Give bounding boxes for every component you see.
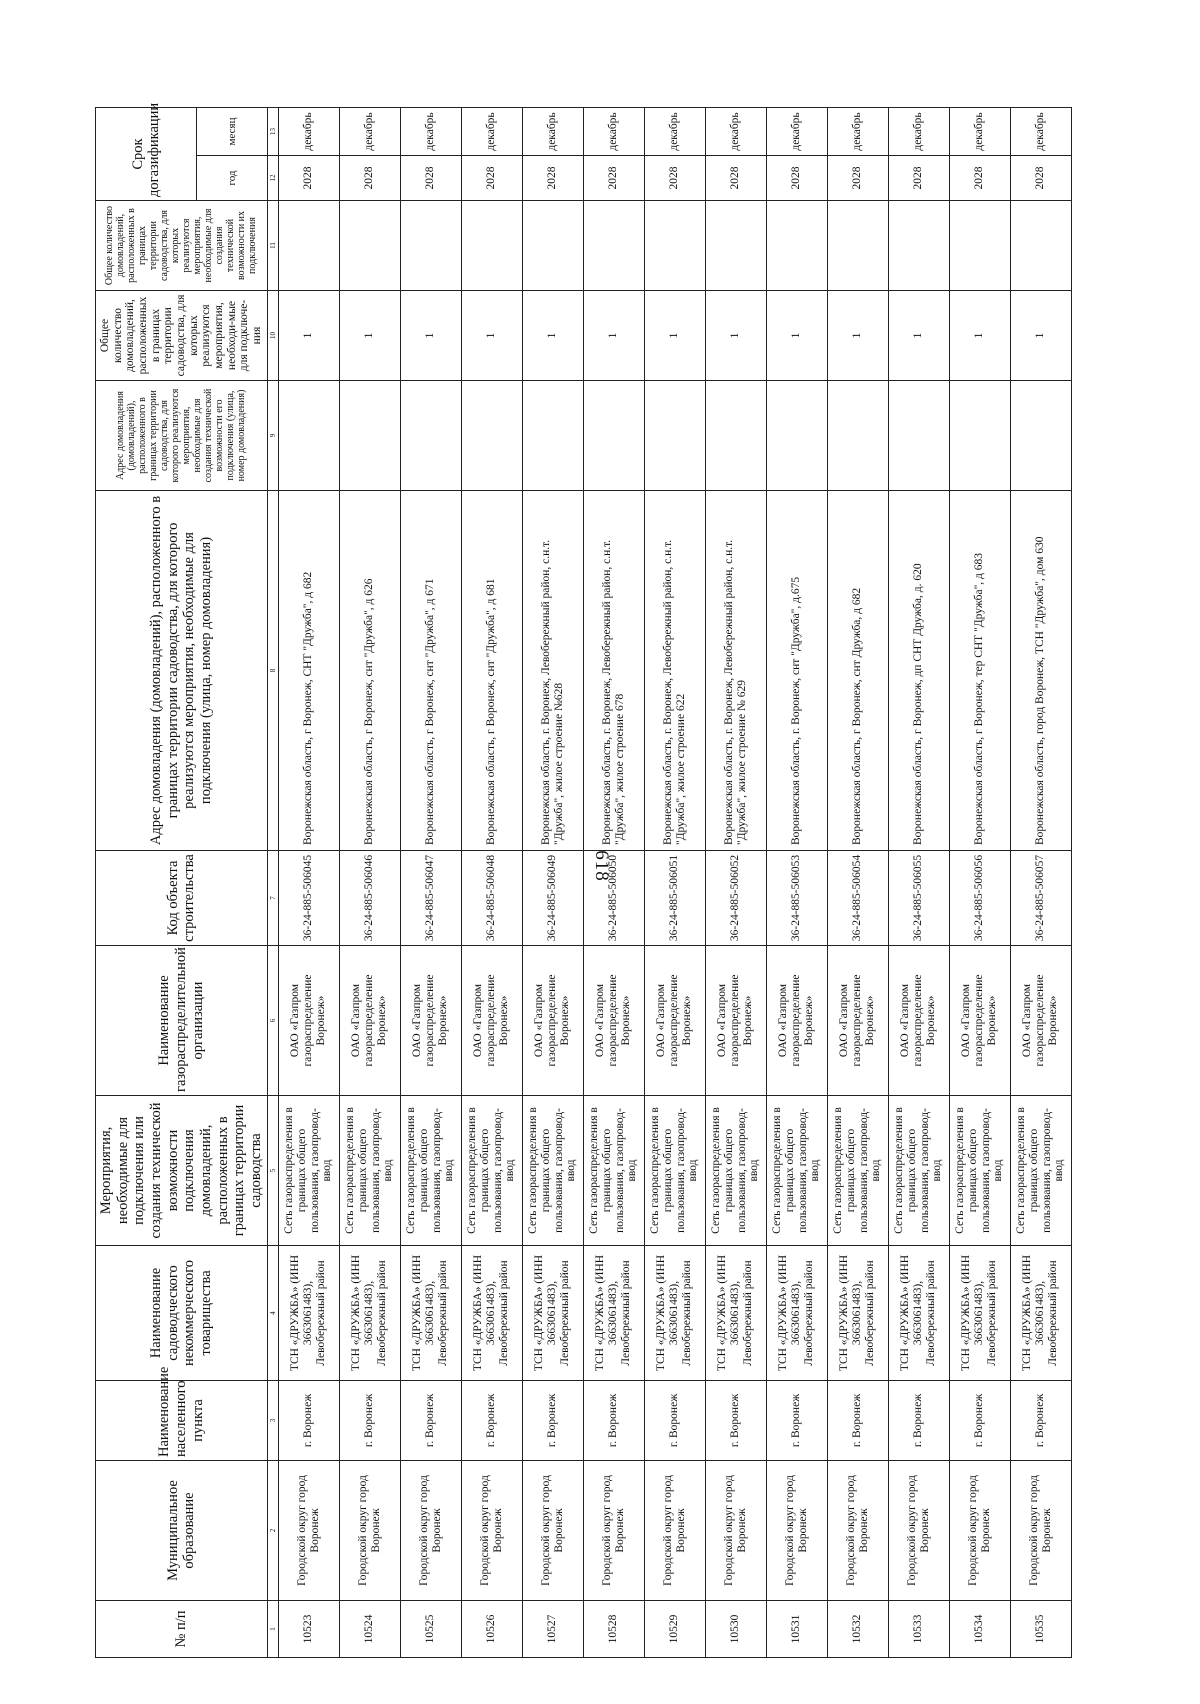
row-count-tech <box>888 201 949 291</box>
row-municipality: Городской округ город Воронеж <box>827 1461 888 1601</box>
row-snt-name: ТСН «ДРУЖБА» (ИНН 3663061483), Левобережный район <box>339 1246 400 1381</box>
row-snt-name: ТСН «ДРУЖБА» (ИНН 3663061483), Левобережный район <box>949 1246 1010 1381</box>
header-events: Мероприятия, необходимые для подключения или создания технической возможности подключения домовладений, расположенных в границах территории садоводства <box>96 1096 268 1246</box>
row-event: Сеть газораспределения в границах общего пользования, газопровод-ввод <box>949 1096 1010 1246</box>
row-event: Сеть газораспределения в границах общего пользования, газопровод-ввод <box>705 1096 766 1246</box>
row-address-tech <box>888 381 949 491</box>
row-month: декабрь <box>949 107 1010 155</box>
row-municipality: Городской округ город Воронеж <box>522 1461 583 1601</box>
row-gas-org: ОАО «Газпром газораспределение Воронеж» <box>339 946 400 1096</box>
column-number: 13 <box>267 107 278 155</box>
row-year: 2028 <box>400 156 461 201</box>
table-row <box>278 107 339 1657</box>
row-number: 10535 <box>1010 1601 1071 1658</box>
row-address: Воронежская область, г Воронеж, снт Дружба, д 682 <box>827 491 888 851</box>
row-municipality: Городской округ город Воронеж <box>1010 1461 1071 1601</box>
row-snt-name: ТСН «ДРУЖБА» (ИНН 3663061483), Левобережный район <box>583 1246 644 1381</box>
table-body <box>278 107 1071 1657</box>
row-count-connect: 1 <box>644 291 705 381</box>
row-year: 2028 <box>949 156 1010 201</box>
table-row <box>888 107 949 1657</box>
row-object-code: 36-24-885-506046 <box>339 851 400 946</box>
row-settlement: г. Воронеж <box>339 1381 400 1461</box>
row-address: Воронежская область, г. Воронеж, Левобережный район, с.н.т. "Дружба", жилое строение № 629 <box>705 491 766 851</box>
header-snt-name: Наименование садоводческого некоммерческого товарищества <box>96 1246 268 1381</box>
row-address-tech <box>949 381 1010 491</box>
row-count-connect: 1 <box>339 291 400 381</box>
row-event: Сеть газораспределения в границах общего пользования, газопровод-ввод <box>1010 1096 1071 1246</box>
row-gas-org: ОАО «Газпром газораспределение Воронеж» <box>766 946 827 1096</box>
column-number: 5 <box>267 1096 278 1246</box>
column-number: 9 <box>267 381 278 491</box>
rotated-table-container <box>95 102 1115 1658</box>
row-year: 2028 <box>278 156 339 201</box>
header-municipality: Муниципальное образование <box>96 1461 268 1601</box>
row-gas-org: ОАО «Газпром газораспределение Воронеж» <box>400 946 461 1096</box>
table-row <box>339 107 400 1657</box>
column-number: 11 <box>267 201 278 291</box>
row-settlement: г. Воронеж <box>522 1381 583 1461</box>
column-number: 6 <box>267 946 278 1096</box>
row-address-tech <box>583 381 644 491</box>
row-object-code: 36-24-885-506051 <box>644 851 705 946</box>
header-count-tech: Общее количество домовладений, расположенных в границах территории садоводства, для которых реализуются мероприятия, необходимые для создания технической возможности их подключения <box>96 201 268 291</box>
row-count-tech <box>400 201 461 291</box>
row-year: 2028 <box>766 156 827 201</box>
header-object-code: Код объекта строительства <box>96 851 268 946</box>
row-gas-org: ОАО «Газпром газораспределение Воронеж» <box>644 946 705 1096</box>
row-number: 10523 <box>278 1601 339 1658</box>
row-gas-org: ОАО «Газпром газораспределение Воронеж» <box>583 946 644 1096</box>
row-count-connect: 1 <box>766 291 827 381</box>
row-address-tech <box>644 381 705 491</box>
row-object-code: 36-24-885-506052 <box>705 851 766 946</box>
row-object-code: 36-24-885-506053 <box>766 851 827 946</box>
row-address: Воронежская область, г. Воронеж, снт "Дружба", д.675 <box>766 491 827 851</box>
row-snt-name: ТСН «ДРУЖБА» (ИНН 3663061483), Левобережный район <box>888 1246 949 1381</box>
table-row <box>827 107 888 1657</box>
gasification-table <box>95 102 1072 1658</box>
row-address-tech <box>339 381 400 491</box>
row-month: декабрь <box>888 107 949 155</box>
row-count-connect: 1 <box>522 291 583 381</box>
row-month: декабрь <box>339 107 400 155</box>
row-object-code: 36-24-885-506056 <box>949 851 1010 946</box>
row-event: Сеть газораспределения в границах общего пользования, газопровод-ввод <box>461 1096 522 1246</box>
row-count-tech <box>1010 201 1071 291</box>
column-number: 3 <box>267 1381 278 1461</box>
row-address-tech <box>766 381 827 491</box>
row-month: декабрь <box>583 107 644 155</box>
row-object-code: 36-24-885-506055 <box>888 851 949 946</box>
row-municipality: Городской округ город Воронеж <box>400 1461 461 1601</box>
header-row <box>96 107 197 1657</box>
row-year: 2028 <box>522 156 583 201</box>
row-snt-name: ТСН «ДРУЖБА» (ИНН 3663061483), Левобережный район <box>1010 1246 1071 1381</box>
row-count-connect: 1 <box>278 291 339 381</box>
row-year: 2028 <box>644 156 705 201</box>
row-municipality: Городской округ город Воронеж <box>583 1461 644 1601</box>
row-settlement: г. Воронеж <box>888 1381 949 1461</box>
row-address-tech <box>705 381 766 491</box>
header-month: месяц <box>197 107 267 155</box>
row-number: 10526 <box>461 1601 522 1658</box>
row-snt-name: ТСН «ДРУЖБА» (ИНН 3663061483), Левобережный район <box>461 1246 522 1381</box>
row-month: декабрь <box>400 107 461 155</box>
row-gas-org: ОАО «Газпром газораспределение Воронеж» <box>827 946 888 1096</box>
row-count-connect: 1 <box>949 291 1010 381</box>
header-year: год <box>197 156 267 201</box>
row-address: Воронежская область, г. Воронеж, Левобережный район, с.н.т. "Дружба", жилое строение 622 <box>644 491 705 851</box>
row-object-code: 36-24-885-506045 <box>278 851 339 946</box>
row-settlement: г. Воронеж <box>400 1381 461 1461</box>
row-count-connect: 1 <box>827 291 888 381</box>
table-row <box>949 107 1010 1657</box>
header-address-tech: Адрес домовладения (домовладений), расположенного в границах территории садоводства, для которого реализуются мероприятия, необходимые для создания технической возможности его подключения (улица, номер домовладения) <box>96 381 268 491</box>
row-count-tech <box>644 201 705 291</box>
row-object-code: 36-24-885-506050 <box>583 851 644 946</box>
table-row <box>583 107 644 1657</box>
row-address-tech <box>827 381 888 491</box>
table-row <box>522 107 583 1657</box>
row-count-tech <box>766 201 827 291</box>
row-address: Воронежская область, г Воронеж, снт "Дружба", д 626 <box>339 491 400 851</box>
row-event: Сеть газораспределения в границах общего пользования, газопровод-ввод <box>278 1096 339 1246</box>
row-month: декабрь <box>461 107 522 155</box>
row-event: Сеть газораспределения в границах общего пользования, газопровод-ввод <box>339 1096 400 1246</box>
column-number: 8 <box>267 491 278 851</box>
header-address: Адрес домовладения (домовладений), расположенного в границах территории садоводства, для которого реализуются мероприятия, необходимые для подключения (улица, номер домовладения) <box>96 491 268 851</box>
row-object-code: 36-24-885-506049 <box>522 851 583 946</box>
column-number: 4 <box>267 1246 278 1381</box>
header-num: № п/п <box>96 1601 268 1658</box>
row-number: 10524 <box>339 1601 400 1658</box>
row-municipality: Городской округ город Воронеж <box>278 1461 339 1601</box>
row-municipality: Городской округ город Воронеж <box>888 1461 949 1601</box>
row-number: 10527 <box>522 1601 583 1658</box>
header-gas-org: Наименование газораспределительной организации <box>96 946 268 1096</box>
row-gas-org: ОАО «Газпром газораспределение Воронеж» <box>949 946 1010 1096</box>
row-number: 10532 <box>827 1601 888 1658</box>
table-row <box>1010 107 1071 1657</box>
column-number: 2 <box>267 1461 278 1601</box>
row-number: 10531 <box>766 1601 827 1658</box>
row-gas-org: ОАО «Газпром газораспределение Воронеж» <box>522 946 583 1096</box>
row-snt-name: ТСН «ДРУЖБА» (ИНН 3663061483), Левобережный район <box>827 1246 888 1381</box>
row-address: Воронежская область, г Воронеж, дп СНТ Дружба, д. 620 <box>888 491 949 851</box>
row-settlement: г. Воронеж <box>1010 1381 1071 1461</box>
row-snt-name: ТСН «ДРУЖБА» (ИНН 3663061483), Левобережный район <box>766 1246 827 1381</box>
row-event: Сеть газораспределения в границах общего пользования, газопровод-ввод <box>888 1096 949 1246</box>
row-count-tech <box>461 201 522 291</box>
header-count-connect: Общее количество домовладений, расположенных в границах территории садоводства, для которых реализуются мероприятия, необходи-мые для подключе-ния <box>96 291 268 381</box>
row-snt-name: ТСН «ДРУЖБА» (ИНН 3663061483), Левобережный район <box>705 1246 766 1381</box>
row-gas-org: ОАО «Газпром газораспределение Воронеж» <box>705 946 766 1096</box>
table-row <box>400 107 461 1657</box>
row-year: 2028 <box>827 156 888 201</box>
row-month: декабрь <box>278 107 339 155</box>
row-number: 10534 <box>949 1601 1010 1658</box>
row-count-connect: 1 <box>461 291 522 381</box>
row-count-connect: 1 <box>400 291 461 381</box>
row-snt-name: ТСН «ДРУЖБА» (ИНН 3663061483), Левобережный район <box>278 1246 339 1381</box>
header-term: Срок догазификации <box>96 107 197 200</box>
row-count-tech <box>583 201 644 291</box>
row-address: Воронежская область, г Воронеж, тер СНТ "Дружба", д 683 <box>949 491 1010 851</box>
column-number: 10 <box>267 291 278 381</box>
row-event: Сеть газораспределения в границах общего пользования, газопровод-ввод <box>583 1096 644 1246</box>
column-number: 7 <box>267 851 278 946</box>
row-settlement: г. Воронеж <box>949 1381 1010 1461</box>
row-count-tech <box>827 201 888 291</box>
row-municipality: Городской округ город Воронеж <box>339 1461 400 1601</box>
column-number: 12 <box>267 156 278 201</box>
row-address: Воронежская область, г Воронеж, снт "Дружба", д 681 <box>461 491 522 851</box>
row-month: декабрь <box>522 107 583 155</box>
row-month: декабрь <box>827 107 888 155</box>
row-object-code: 36-24-885-506054 <box>827 851 888 946</box>
row-snt-name: ТСН «ДРУЖБА» (ИНН 3663061483), Левобережный район <box>644 1246 705 1381</box>
row-year: 2028 <box>339 156 400 201</box>
row-settlement: г. Воронеж <box>278 1381 339 1461</box>
table-row <box>644 107 705 1657</box>
column-number-row <box>267 107 278 1657</box>
row-count-tech <box>339 201 400 291</box>
row-snt-name: ТСН «ДРУЖБА» (ИНН 3663061483), Левобережный район <box>400 1246 461 1381</box>
row-count-connect: 1 <box>888 291 949 381</box>
row-settlement: г. Воронеж <box>583 1381 644 1461</box>
table-row <box>766 107 827 1657</box>
table-row <box>705 107 766 1657</box>
row-municipality: Городской округ город Воронеж <box>949 1461 1010 1601</box>
row-object-code: 36-24-885-506047 <box>400 851 461 946</box>
row-gas-org: ОАО «Газпром газораспределение Воронеж» <box>1010 946 1071 1096</box>
row-settlement: г. Воронеж <box>644 1381 705 1461</box>
row-settlement: г. Воронеж <box>461 1381 522 1461</box>
row-municipality: Городской округ город Воронеж <box>705 1461 766 1601</box>
row-count-connect: 1 <box>583 291 644 381</box>
row-count-tech <box>949 201 1010 291</box>
row-address: Воронежская область, г Воронеж, снт "Дружба", д 671 <box>400 491 461 851</box>
row-count-tech <box>278 201 339 291</box>
row-number: 10533 <box>888 1601 949 1658</box>
row-event: Сеть газораспределения в границах общего пользования, газопровод-ввод <box>522 1096 583 1246</box>
row-month: декабрь <box>705 107 766 155</box>
row-settlement: г. Воронеж <box>827 1381 888 1461</box>
row-year: 2028 <box>461 156 522 201</box>
row-year: 2028 <box>583 156 644 201</box>
row-municipality: Городской округ город Воронеж <box>644 1461 705 1601</box>
row-number: 10530 <box>705 1601 766 1658</box>
row-year: 2028 <box>705 156 766 201</box>
row-number: 10528 <box>583 1601 644 1658</box>
row-snt-name: ТСН «ДРУЖБА» (ИНН 3663061483), Левобережный район <box>522 1246 583 1381</box>
row-gas-org: ОАО «Газпром газораспределение Воронеж» <box>278 946 339 1096</box>
row-number: 10525 <box>400 1601 461 1658</box>
row-event: Сеть газораспределения в границах общего пользования, газопровод-ввод <box>766 1096 827 1246</box>
header-settlement: Наименование населенного пункта <box>96 1381 268 1461</box>
row-count-tech <box>705 201 766 291</box>
row-address-tech <box>400 381 461 491</box>
row-municipality: Городской округ город Воронеж <box>461 1461 522 1601</box>
row-address: Воронежская область, г. Воронеж, Левобережный район, с.н.т. "Дружба", жилое строение 678 <box>583 491 644 851</box>
row-year: 2028 <box>888 156 949 201</box>
row-event: Сеть газораспределения в границах общего пользования, газопровод-ввод <box>827 1096 888 1246</box>
row-count-connect: 1 <box>1010 291 1071 381</box>
row-address-tech <box>461 381 522 491</box>
page-number: 618 <box>590 850 612 882</box>
row-count-tech <box>522 201 583 291</box>
row-count-connect: 1 <box>705 291 766 381</box>
row-year: 2028 <box>1010 156 1071 201</box>
row-month: декабрь <box>766 107 827 155</box>
row-address: Воронежская область, г. Воронеж, Левобережный район, с.н.т. "Дружба", жилое строение №628 <box>522 491 583 851</box>
row-month: декабрь <box>644 107 705 155</box>
row-address: Воронежская область, г Воронеж, СНТ "Дружба", д 682 <box>278 491 339 851</box>
row-address-tech <box>1010 381 1071 491</box>
column-number: 1 <box>267 1601 278 1658</box>
row-month: декабрь <box>1010 107 1071 155</box>
row-event: Сеть газораспределения в границах общего пользования, газопровод-ввод <box>644 1096 705 1246</box>
row-address-tech <box>278 381 339 491</box>
row-event: Сеть газораспределения в границах общего пользования, газопровод-ввод <box>400 1096 461 1246</box>
row-object-code: 36-24-885-506057 <box>1010 851 1071 946</box>
row-gas-org: ОАО «Газпром газораспределение Воронеж» <box>461 946 522 1096</box>
table-row <box>461 107 522 1657</box>
row-settlement: г. Воронеж <box>705 1381 766 1461</box>
row-municipality: Городской округ город Воронеж <box>766 1461 827 1601</box>
row-number: 10529 <box>644 1601 705 1658</box>
row-gas-org: ОАО «Газпром газораспределение Воронеж» <box>888 946 949 1096</box>
row-settlement: г. Воронеж <box>766 1381 827 1461</box>
row-object-code: 36-24-885-506048 <box>461 851 522 946</box>
row-address-tech <box>522 381 583 491</box>
row-address: Воронежская область, город Воронеж, ТСН "Дружба", дом 630 <box>1010 491 1071 851</box>
